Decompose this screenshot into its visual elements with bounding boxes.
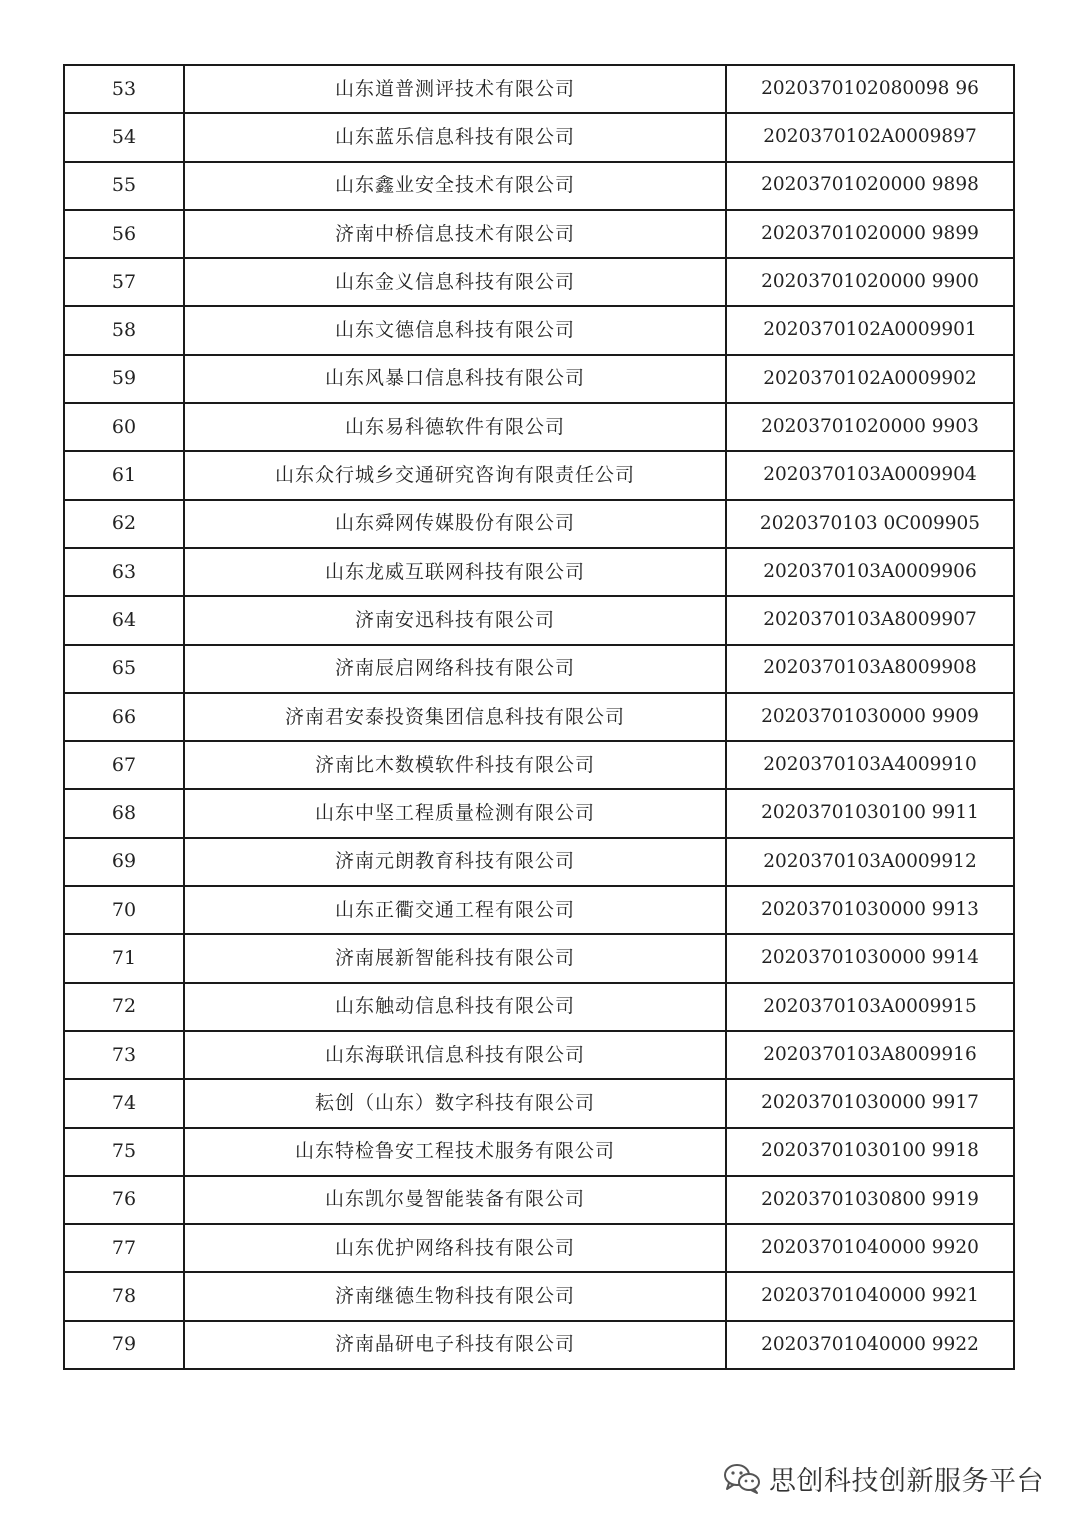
registration-code: 2020370103A0009912 — [726, 838, 1014, 886]
registration-code: 20203701030100 9918 — [726, 1128, 1014, 1176]
table-row — [64, 693, 1014, 741]
row-index: 69 — [64, 838, 184, 886]
registration-code: 20203701040000 9921 — [726, 1272, 1014, 1320]
row-index: 68 — [64, 789, 184, 837]
table-row — [64, 403, 1014, 451]
wechat-icon — [723, 1462, 761, 1494]
company-name: 济南中桥信息技术有限公司 — [184, 210, 726, 258]
table-row — [64, 162, 1014, 210]
company-name: 山东触动信息科技有限公司 — [184, 983, 726, 1031]
row-index: 72 — [64, 983, 184, 1031]
company-name: 济南展新智能科技有限公司 — [184, 934, 726, 982]
row-index: 60 — [64, 403, 184, 451]
row-index: 67 — [64, 741, 184, 789]
company-name: 山东金义信息科技有限公司 — [184, 258, 726, 306]
table-row — [64, 596, 1014, 644]
company-name: 山东正衢交通工程有限公司 — [184, 886, 726, 934]
row-index: 56 — [64, 210, 184, 258]
registration-code: 2020370102A0009901 — [726, 306, 1014, 354]
table-body — [64, 65, 1014, 1369]
row-index: 75 — [64, 1128, 184, 1176]
table-row — [64, 886, 1014, 934]
company-name: 济南君安泰投资集团信息科技有限公司 — [184, 693, 726, 741]
registration-code: 2020370102A0009902 — [726, 355, 1014, 403]
company-name: 济南比木数模软件科技有限公司 — [184, 741, 726, 789]
registration-code: 2020370103A0009904 — [726, 451, 1014, 499]
table-row — [64, 1321, 1014, 1369]
company-name: 山东龙威互联网科技有限公司 — [184, 548, 726, 596]
registration-code: 2020370103 0C009905 — [726, 500, 1014, 548]
table-row — [64, 741, 1014, 789]
watermark — [723, 1458, 1044, 1498]
company-name: 济南晶研电子科技有限公司 — [184, 1321, 726, 1369]
row-index: 78 — [64, 1272, 184, 1320]
registration-code: 20203701030000 9914 — [726, 934, 1014, 982]
registration-code: 20203701030000 9913 — [726, 886, 1014, 934]
registration-code: 2020370103A8009916 — [726, 1031, 1014, 1079]
registration-code: 2020370103A4009910 — [726, 741, 1014, 789]
table-row — [64, 1031, 1014, 1079]
registration-code: 20203701020000 9899 — [726, 210, 1014, 258]
registration-code: 2020370103A8009907 — [726, 596, 1014, 644]
registration-code: 20203701040000 9920 — [726, 1224, 1014, 1272]
registration-code: 2020370102080098 96 — [726, 65, 1014, 113]
row-index: 79 — [64, 1321, 184, 1369]
row-index: 65 — [64, 645, 184, 693]
table-row — [64, 934, 1014, 982]
row-index: 70 — [64, 886, 184, 934]
table-row — [64, 451, 1014, 499]
row-index: 64 — [64, 596, 184, 644]
registration-code: 20203701040000 9922 — [726, 1321, 1014, 1369]
company-name: 耘创（山东）数字科技有限公司 — [184, 1079, 726, 1127]
company-name: 山东海联讯信息科技有限公司 — [184, 1031, 726, 1079]
registration-code: 20203701030800 9919 — [726, 1176, 1014, 1224]
table-row — [64, 1224, 1014, 1272]
row-index: 74 — [64, 1079, 184, 1127]
registration-code: 20203701030000 9917 — [726, 1079, 1014, 1127]
row-index: 77 — [64, 1224, 184, 1272]
row-index: 76 — [64, 1176, 184, 1224]
row-index: 53 — [64, 65, 184, 113]
company-name: 山东鑫业安全技术有限公司 — [184, 162, 726, 210]
company-name: 山东众行城乡交通研究咨询有限责任公司 — [184, 451, 726, 499]
table-row — [64, 983, 1014, 1031]
company-name: 济南继德生物科技有限公司 — [184, 1272, 726, 1320]
table-row — [64, 113, 1014, 161]
row-index: 59 — [64, 355, 184, 403]
company-name: 山东易科德软件有限公司 — [184, 403, 726, 451]
row-index: 55 — [64, 162, 184, 210]
table-row — [64, 500, 1014, 548]
row-index: 66 — [64, 693, 184, 741]
company-name: 山东蓝乐信息科技有限公司 — [184, 113, 726, 161]
registration-code: 20203701020000 9900 — [726, 258, 1014, 306]
registration-code: 2020370103A0009915 — [726, 983, 1014, 1031]
company-name: 济南辰启网络科技有限公司 — [184, 645, 726, 693]
table-row — [64, 838, 1014, 886]
company-name: 山东特检鲁安工程技术服务有限公司 — [184, 1128, 726, 1176]
table-row — [64, 1079, 1014, 1127]
row-index: 61 — [64, 451, 184, 499]
registration-code: 20203701020000 9898 — [726, 162, 1014, 210]
company-name: 山东舜网传媒股份有限公司 — [184, 500, 726, 548]
row-index: 54 — [64, 113, 184, 161]
table-row — [64, 548, 1014, 596]
table-row — [64, 258, 1014, 306]
registration-code: 20203701020000 9903 — [726, 403, 1014, 451]
row-index: 58 — [64, 306, 184, 354]
table-row — [64, 65, 1014, 113]
company-name: 山东优护网络科技有限公司 — [184, 1224, 726, 1272]
company-name: 山东道普测评技术有限公司 — [184, 65, 726, 113]
registration-code: 20203701030100 9911 — [726, 789, 1014, 837]
table-row — [64, 210, 1014, 258]
watermark-text: 思创科技创新服务平台 — [769, 1465, 1044, 1497]
table-row — [64, 645, 1014, 693]
registration-code: 20203701030000 9909 — [726, 693, 1014, 741]
company-name: 山东风暴口信息科技有限公司 — [184, 355, 726, 403]
registration-code: 2020370102A0009897 — [726, 113, 1014, 161]
company-table-container — [63, 64, 1015, 1370]
company-table — [63, 64, 1015, 1370]
company-name: 济南安迅科技有限公司 — [184, 596, 726, 644]
table-row — [64, 355, 1014, 403]
company-name: 山东文德信息科技有限公司 — [184, 306, 726, 354]
row-index: 71 — [64, 934, 184, 982]
row-index: 73 — [64, 1031, 184, 1079]
table-row — [64, 306, 1014, 354]
company-name: 济南元朗教育科技有限公司 — [184, 838, 726, 886]
table-row — [64, 789, 1014, 837]
row-index: 62 — [64, 500, 184, 548]
table-row — [64, 1272, 1014, 1320]
registration-code: 2020370103A0009906 — [726, 548, 1014, 596]
company-name: 山东凯尔曼智能装备有限公司 — [184, 1176, 726, 1224]
table-row — [64, 1128, 1014, 1176]
row-index: 57 — [64, 258, 184, 306]
registration-code: 2020370103A8009908 — [726, 645, 1014, 693]
row-index: 63 — [64, 548, 184, 596]
table-row — [64, 1176, 1014, 1224]
company-name: 山东中坚工程质量检测有限公司 — [184, 789, 726, 837]
